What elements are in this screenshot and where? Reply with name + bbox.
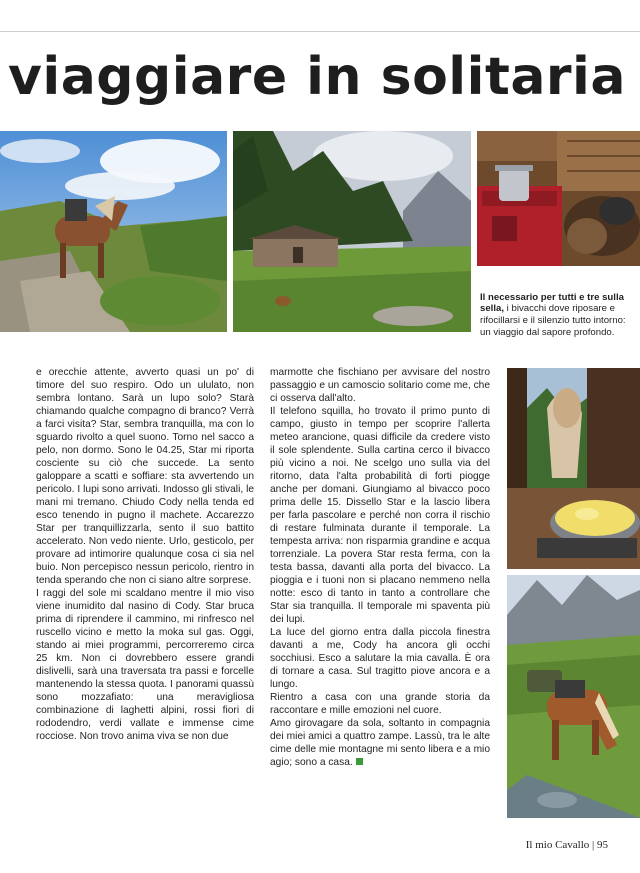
- article-column-left: [36, 366, 254, 743]
- end-mark-icon: [356, 758, 363, 765]
- caption-text: i bivacchi dove riposare e rifocillarsi e il silenzio tutto intorno: un viaggio dal sapore profondo.: [480, 303, 626, 338]
- page-folio: Il mio Cavallo | 95: [525, 839, 608, 851]
- photo-bivouac-interior: [477, 131, 640, 266]
- paragraph: e orecchie attente, avverto quasi un po' di timore del suo respiro. Odo un ululato, non sembra lontano. Sarà un lupo solo? Starà chiamando qualche compagno di branco? Verrà a farci visita? Star, sembra tranquilla, ma con lo sguardo rivolto a quel suono. Torno nel sacco a pelo, non dormo. Sono le 04.25, Star mi riporta cosciente su ciò che succede. La sento galoppare a scatti e soffiare: sta avvertendo un pericolo. I lupi sono arrivati. Indosso gli stivali, le mani mi tremano. Chiudo Cody nella tenda ed esco tenendo in pugno il machete. Accarezzo Star per tranquillizzarla, sento il suo battito accelerato. Non vedo niente. Urlo, gesticolo, per provare ad intimorire qualunque cosa ci sia nel buio. Non percepisco nessun pericolo, rientro in tenda sperando che non ci siano altre sorprese.: [36, 367, 254, 586]
- photo-horse-cooking-pot: [507, 368, 640, 569]
- paragraph: La luce del giorno entra dalla piccola finestra davanti a me, Cody ha ancora gli occhi socchiusi. Esco a salutare la mia cavalla. È ora di tornare a casa. Sul tragitto piove ancora e a lungo.: [270, 627, 490, 690]
- caption-bold: Il necessario per tutti e tre sulla sella,: [480, 291, 624, 315]
- article-column-right: [270, 366, 490, 769]
- photo-caption: [480, 292, 636, 339]
- photo-horse-alpine-stream: [507, 575, 640, 818]
- photo-stone-hut-meadow: [233, 131, 471, 332]
- photo-horse-mountain-trail: [0, 131, 227, 332]
- headline: viaggiare in solitaria: [8, 47, 626, 107]
- paragraph: Rientro a casa con una grande storia da raccontare e mille emozioni nel cuore.: [270, 692, 490, 716]
- paragraph: Il telefono squilla, ho trovato il primo punto di campo, giusto in tempo per scoprire l'allerta meteo arancione, quasi difficile da credere visto il sole splendente. Sulla cartina cerco il bivacco più vicino a noi. Ne scelgo uno sulla via del ritorno, data l'alta probabilità di forti piogge anche per domani. Giungiamo al bivacco poco prima delle 15. Dissello Star e la lascio libera per farla pascolare e perché non corra il rischio di restare fulminata durante il temporale. La tempesta arriva: non risparmia grandine e acqua torrenziale. La povera Star resta ferma, con la testa bassa, davanti alla porta del bivacco. La pioggia e i tuoni non si placano nemmeno nella notte: esco di tanto in tanto a controllare che Star sia tranquilla. Il temporale mi spaventa più dei lupi.: [270, 406, 490, 625]
- top-rule: [0, 31, 640, 32]
- paragraph-text: Amo girovagare da sola, soltanto in compagnia dei miei amici a quattro zampe. Lassù, tra le alte cime delle mie montagne mi sento libera e a mio agio; sono a casa.: [270, 718, 490, 768]
- paragraph-last: [270, 717, 490, 769]
- paragraph: I raggi del sole mi scaldano mentre il mio viso viene inumidito dal nasino di Cody. Star bruca prima di riprendere il cammino, mi rinfresco nel ruscello vicino e metto la moka sul gas. Oggi, stando ai miei programmi, percorreremo circa 25 km. Non ci dovrebbero essere grandi dislivelli, sarà una traversata tra passi e forcelle mantenendo la stessa quota. I panorami quassù sono mozzafiato: una meravigliosa combinazione di laghetti alpini, rossi fiori di rododendro, verdi vallate e immense cime rocciose. Non trovo anima viva se non due: [36, 588, 254, 742]
- paragraph: marmotte che fischiano per avvisare del nostro passaggio e un camoscio solitario come me, che ci osserva dall'alto.: [270, 367, 490, 404]
